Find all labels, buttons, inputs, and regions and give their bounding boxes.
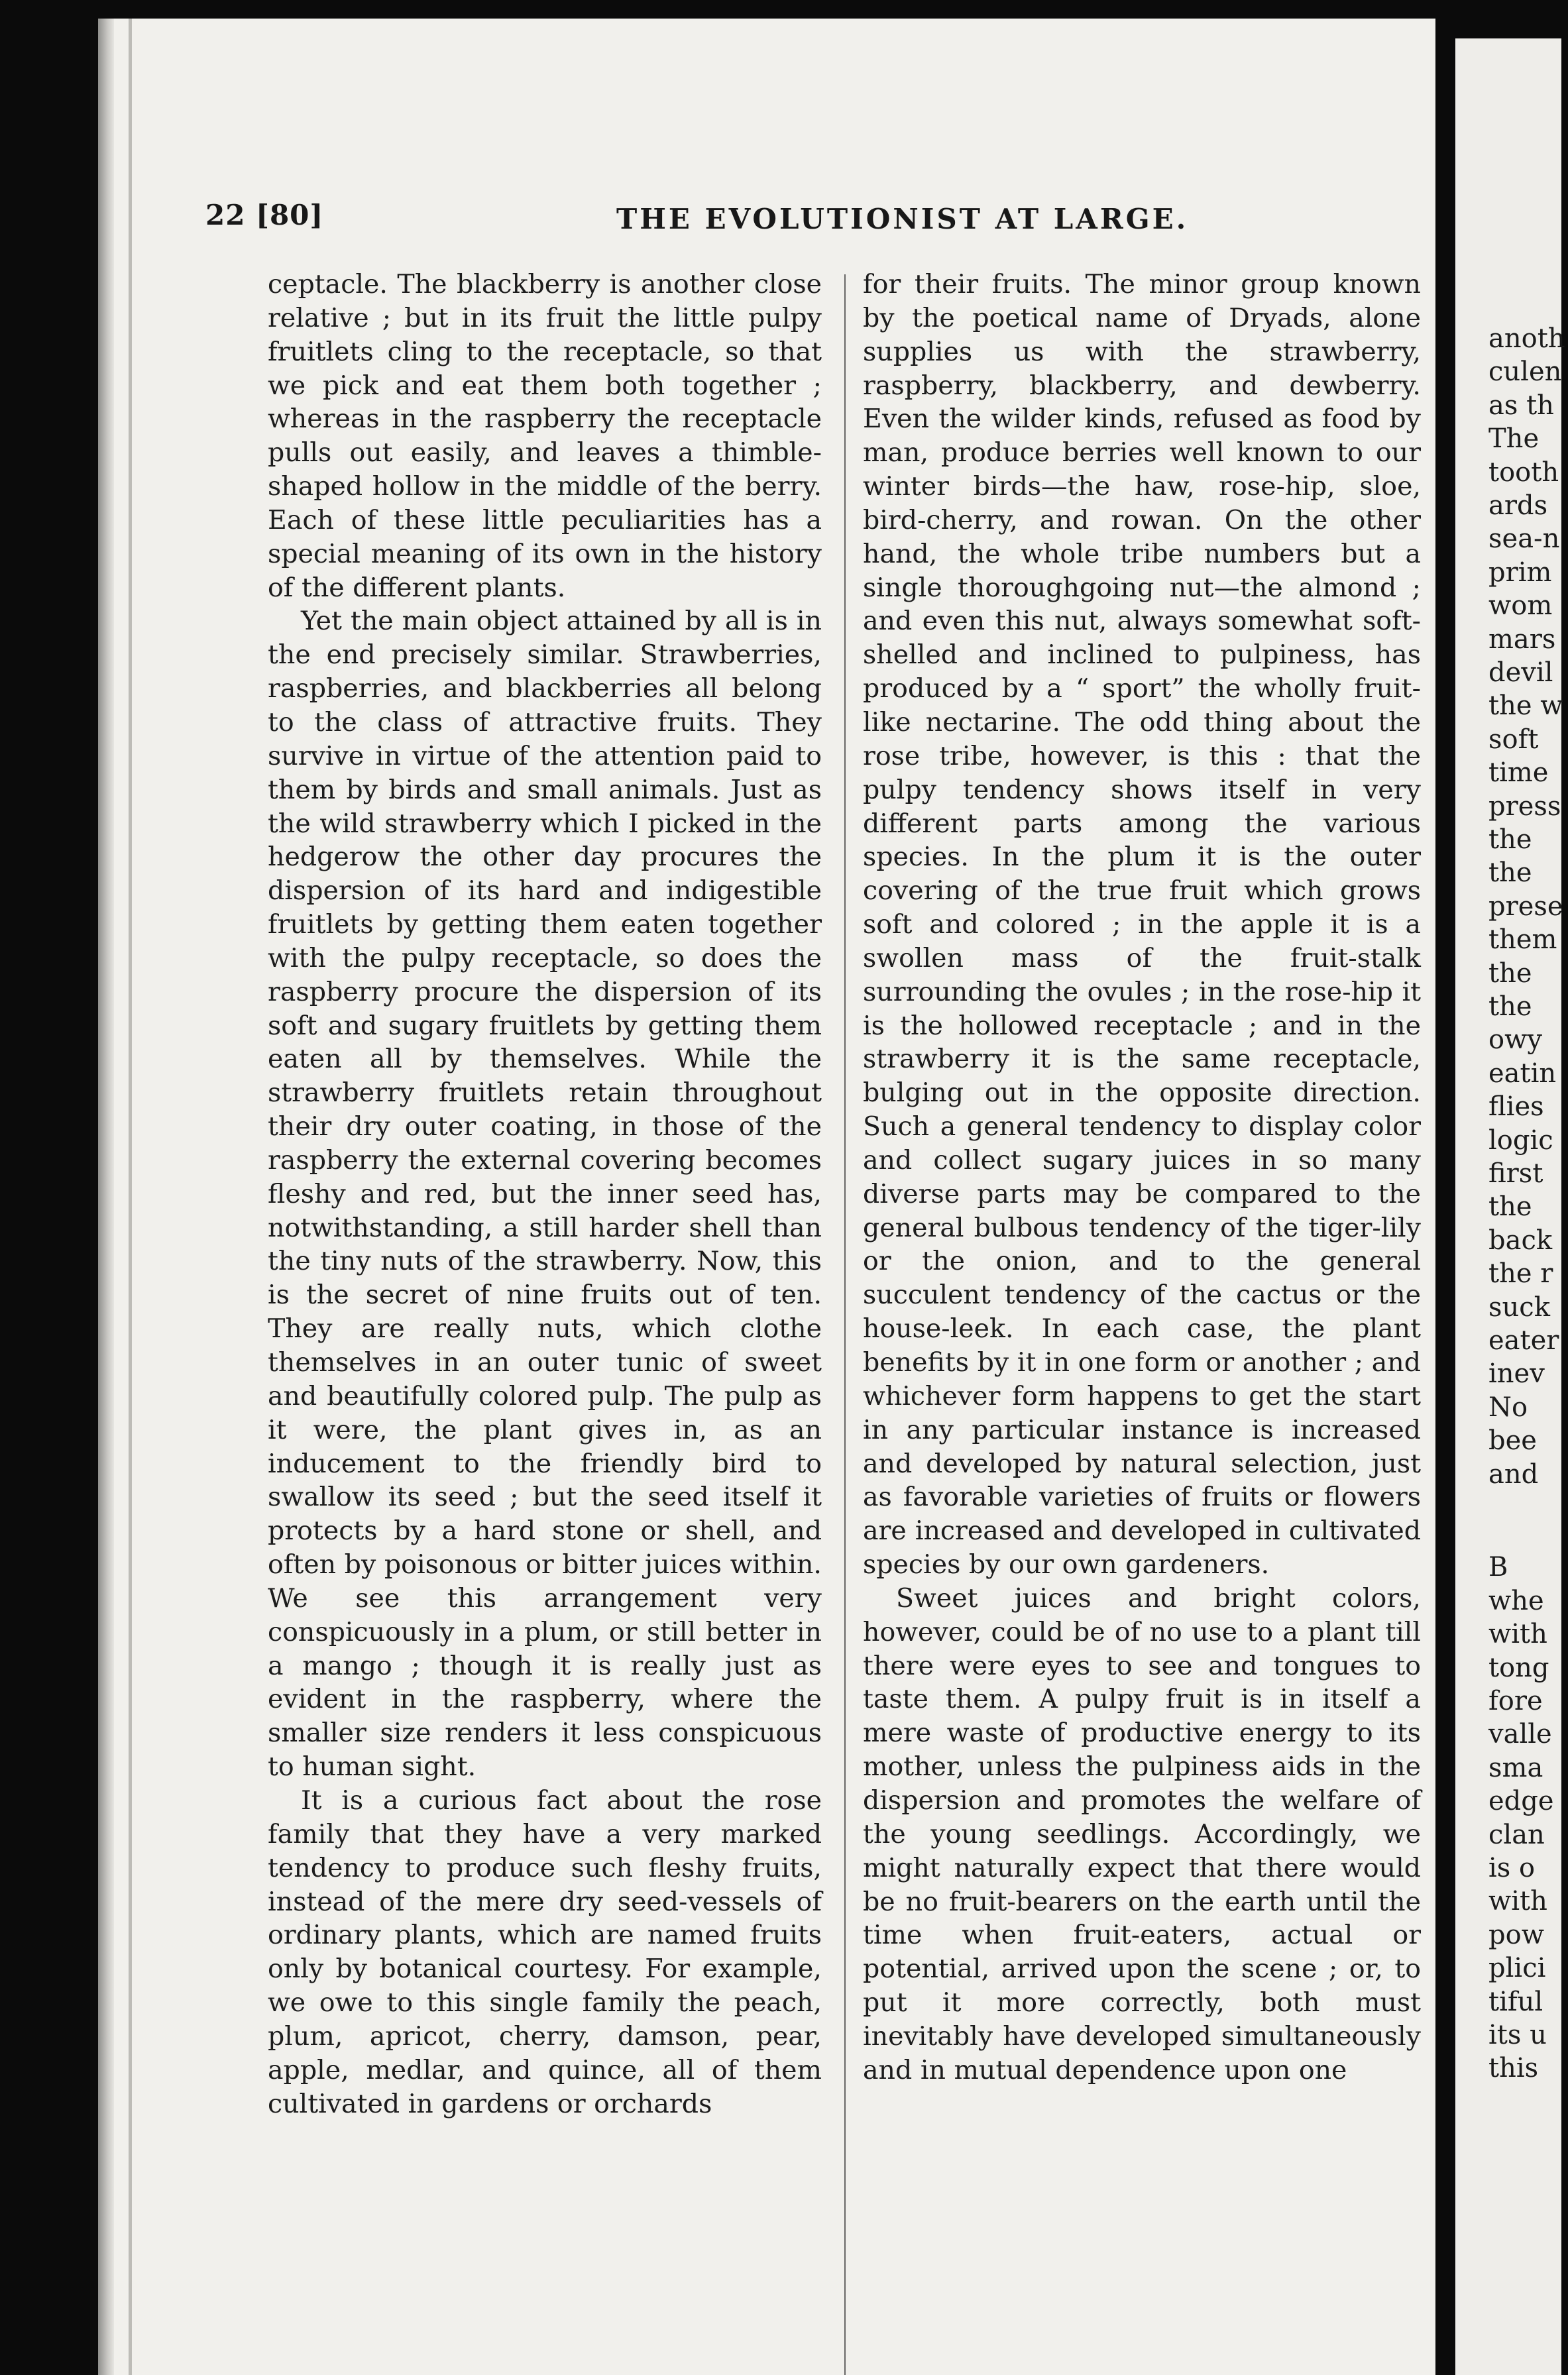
adjacent-page-line: and [1488,1459,1539,1490]
page-gutter-line [129,19,132,2375]
right-text-column [863,268,1421,2087]
adjacent-page-line: The [1488,423,1540,455]
adjacent-page-line: as th [1488,390,1554,421]
adjacent-page-line: back [1488,1225,1553,1256]
adjacent-page-line: mars [1488,624,1556,655]
adjacent-page-line: tiful [1488,1986,1543,2017]
adjacent-page-line: plici [1488,1953,1546,1984]
adjacent-page-line: eatin [1488,1058,1557,1089]
page-number: 22 [80] [205,199,324,231]
left-text-column [268,268,822,2121]
adjacent-page-line: devil [1488,657,1553,688]
paragraph: ceptacle. The blackberry is another close relative ; but in its fruit the little pulpy fruitlets cling to the receptacle, so that we pick and eat them both together ; whereas in the raspberry the receptacle pulls out easily, and leaves a thimble-shaped hollow in the middle of the berry. Each of these little peculiarities has a special meaning of its own in the history of the different plants. [268,269,822,603]
adjacent-page-line: whe [1488,1585,1544,1616]
adjacent-page-line: tooth [1488,457,1559,488]
adjacent-page-line: anoth [1488,323,1565,354]
adjacent-page-line: this [1488,2053,1539,2084]
adjacent-page-line: the [1488,991,1532,1022]
adjacent-page-line: the r [1488,1258,1553,1290]
adjacent-page-line: culen [1488,357,1562,388]
paragraph: for their fruits. The minor group known by the poetical name of Dryads, alone supplies us with the strawberry, raspberry, blackberry, and dewberry. Even the wilder kinds, refused as food by man, produce berries well known to our winter birds—the haw, rose-hip, sloe, bird-cherry, and rowan. On the other hand, the whole tribe numbers but a single thoroughgoing nut—the almond ; and even this nut, always somewhat soft-shelled and inclined to pulpiness, has produced by a “ sport” the wholly fruit-like nectarine. The odd thing about the rose tribe, however, is this : that the pulpy tendency shows itself in very different parts among the various species. In the plum it is the outer covering of the true fruit which grows soft and colored ; in the apple it is a swollen mass of the fruit-stalk surrounding the ovules ; in the rose-hip it is the hollowed receptacle ; and in the strawberry it is the same receptacle, bulging out in the opposite direction. Such a general tendency to display color and collect sugary juices in so many diverse parts may be compared to the general bulbous tendency of the tiger-lily or the onion, and to the general succulent tendency of the cactus or the house-leek. In each case, the plant benefits by it in one form or another ; and whichever form happens to get the start in any particular instance is increased and developed by natural selection, just as favorable varieties of fruits or flowers are increased and developed in cultivated species by our own gardeners. [863,269,1421,1580]
adjacent-page-line: is o [1488,1853,1536,1883]
adjacent-page-edge [1455,38,1565,2375]
adjacent-page-line: first [1488,1158,1543,1189]
adjacent-page-line: B [1488,1552,1508,1583]
adjacent-page-line: inev [1488,1358,1545,1390]
adjacent-page-line: prese [1488,891,1563,922]
adjacent-page-line: the [1488,958,1532,989]
adjacent-page-line: the [1488,1191,1532,1223]
adjacent-page-line: logic [1488,1125,1553,1156]
adjacent-page-line: ards [1488,490,1548,521]
adjacent-page-line: bee [1488,1425,1537,1457]
adjacent-page-line: the w [1488,690,1563,722]
adjacent-page-line: fore [1488,1686,1543,1716]
paragraph: Sweet juices and bright colors, however, could be of no use to a plant till there were eyes to see and tongues to taste them. A pulpy fruit is in itself a mere waste of productive energy to its mother, unless the pulpiness aids in the dispersion and promotes the welfare of the young seedlings. Accordingly, we might naturally expect that there would be no fruit-bearers on the earth until the time when fruit-eaters, actual or potential, arrived upon the scene ; or, to put it more correctly, both must inevitably have developed simultaneously and in mutual dependence upon one [863,1582,1421,2085]
running-title: THE EVOLUTIONIST AT LARGE. [616,203,1189,235]
adjacent-page-line: wom [1488,590,1553,622]
adjacent-page-line: tong [1488,1652,1549,1683]
adjacent-page-line: valle [1488,1719,1552,1750]
adjacent-page-line: with [1488,1619,1547,1650]
adjacent-page-line: eater [1488,1325,1559,1356]
adjacent-page-line: the [1488,857,1532,889]
adjacent-page-line: pow [1488,1919,1544,1950]
adjacent-page-line: its u [1488,2020,1547,2050]
adjacent-page-line: suck [1488,1292,1550,1323]
page-binding-shadow [98,19,114,2375]
paragraph: It is a curious fact about the rose family that they have a very marked tendency to produce such fleshy fruits, instead of the mere dry seed-vessels of ordinary plants, which are named fruits only by botanical courtesy. For example, we owe to this single family the peach, plum, apricot, cherry, damson, pear, apple, medlar, and quince, all of them cultivated in gardens or orchards [268,1785,822,2119]
paragraph: Yet the main object attained by all is in the end precisely similar. Strawberries, raspberries, and blackberries all belong to the class of attractive fruits. They survive in virtue of the attention paid to them by birds and small animals. Just as the wild strawberry which I picked in the hedgerow the other day procures the dispersion of its hard and indigestible fruitlets by getting them eaten together with the pulpy receptacle, so does the raspberry procure the dispersion of its soft and sugary fruitlets by getting them eaten all by themselves. While the strawberry fruitlets retain throughout their dry outer coating, in those of the raspberry the external covering becomes fleshy and red, but the inner seed has, notwithstanding, a still harder shell than the tiny nuts of the strawberry. Now, this is the secret of nine fruits out of ten. They are really nuts, which clothe themselves in an outer tunic of sweet and beautifully colored pulp. The pulp as it were, the plant gives in, as an inducement to the friendly bird to swallow its seed ; but the seed itself it protects by a hard stone or shell, and often by poisonous or bitter juices within. We see this arrangement very conspicuously in a plum, or still better in a mango ; though it is really just as evident in the raspberry, where the smaller size renders it less conspicuous to human sight. [268,606,822,1783]
adjacent-page-line: clan [1488,1819,1545,1850]
adjacent-page-line: prim [1488,557,1552,588]
adjacent-page-line: owy [1488,1024,1542,1056]
adjacent-page-line: the [1488,824,1532,855]
adjacent-page-line: soft [1488,724,1539,755]
adjacent-page-line: press [1488,791,1561,822]
adjacent-page-line: with [1488,1886,1547,1917]
column-divider [844,274,846,2375]
adjacent-page-line: sma [1488,1752,1543,1783]
adjacent-page-line: edge [1488,1786,1554,1817]
running-head [205,199,1451,245]
adjacent-page-line: sea-n [1488,524,1560,555]
adjacent-page-line: time [1488,757,1549,789]
adjacent-page-line: No [1488,1392,1528,1423]
adjacent-page-line: flies [1488,1091,1544,1123]
adjacent-page-line: them [1488,924,1557,956]
